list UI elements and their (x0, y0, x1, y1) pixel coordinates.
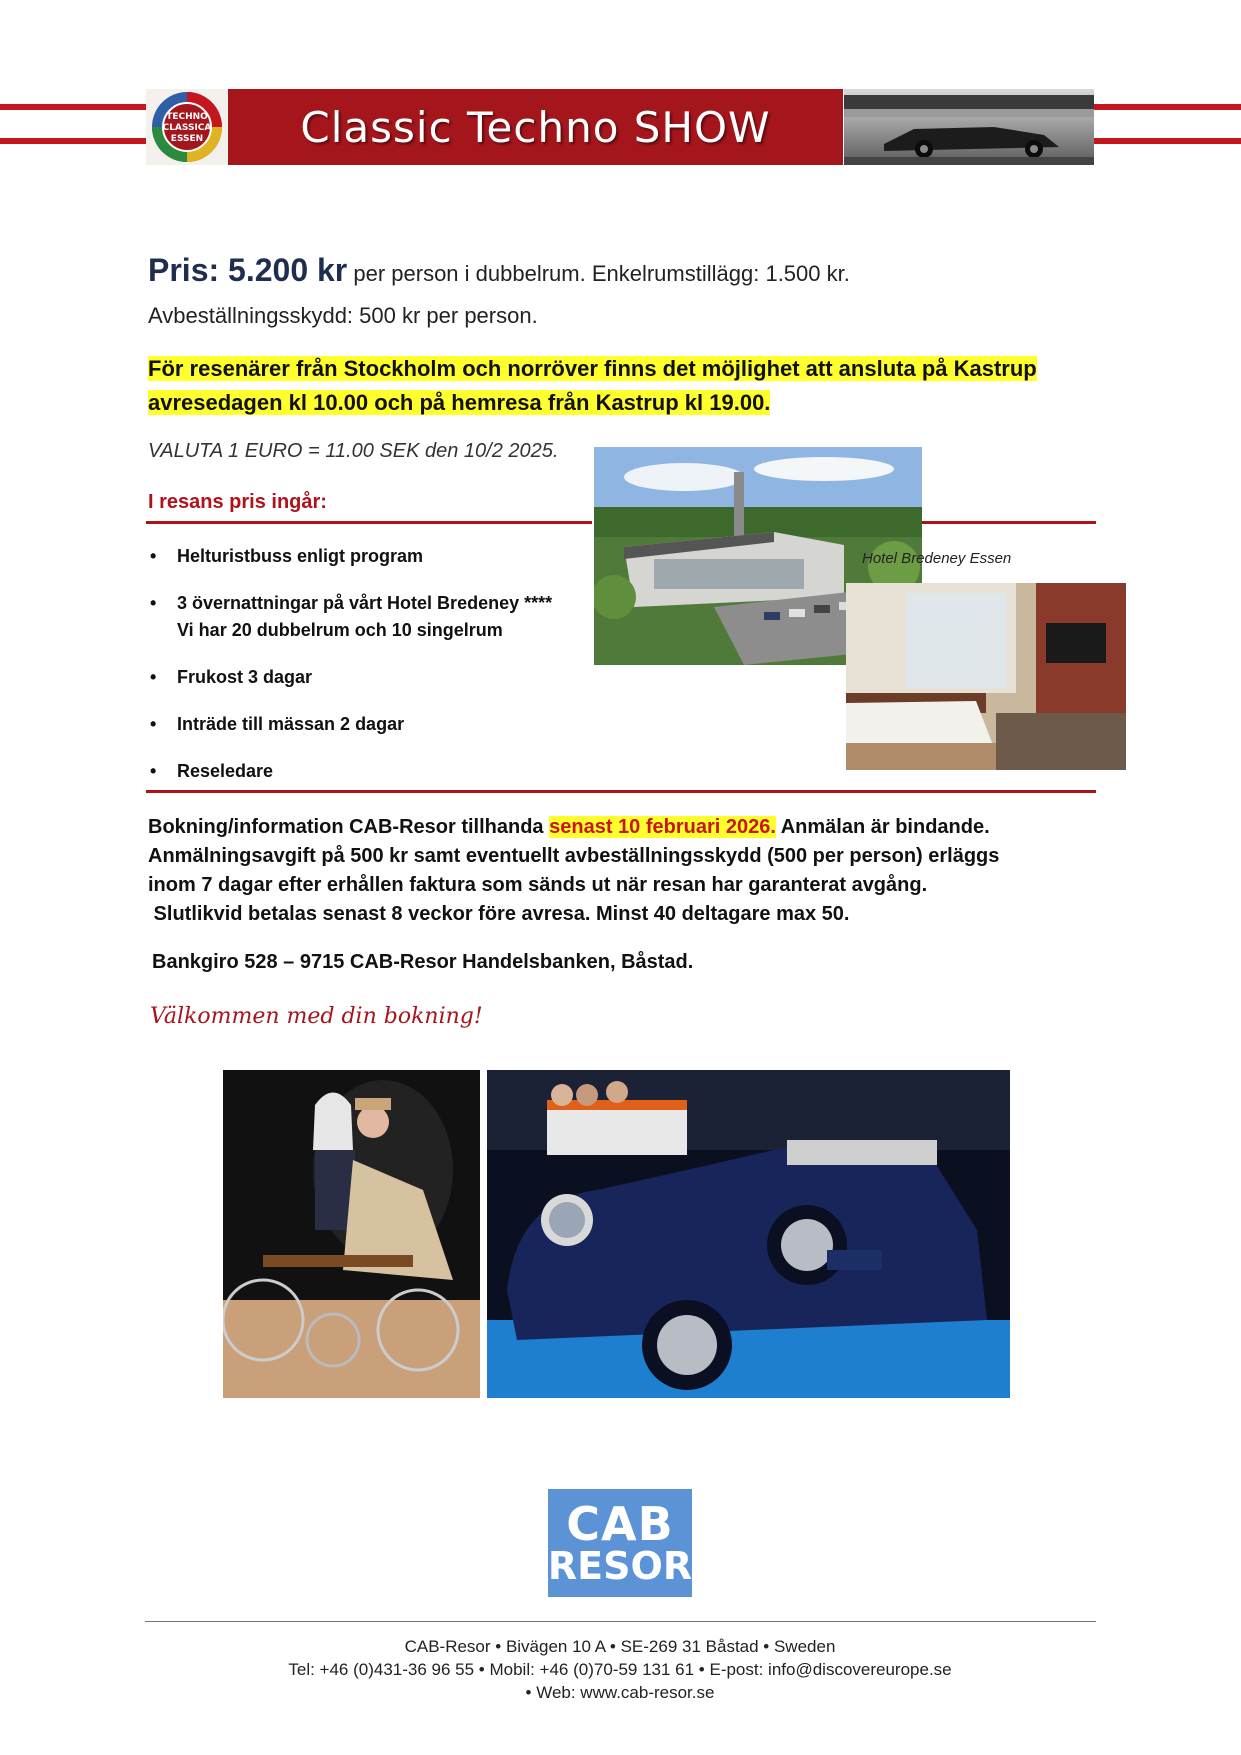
tricycle-photo (223, 1070, 480, 1398)
race-car-photo (844, 89, 1094, 165)
logo-line-2: RESOR (547, 1544, 693, 1588)
booking-fee-text: Anmälningsavgift på 500 kr samt eventuellt avbeställningsskydd (500 per person) erläggs (148, 845, 1000, 867)
list-item-text: Frukost 3 dagar (177, 667, 313, 687)
price-details: per person i dubbelrum. Enkelrumstillägg: 1.500 kr. (347, 261, 850, 286)
logo-line-1: CAB (566, 1497, 674, 1551)
banner-title-panel (228, 89, 843, 165)
list-item-subtext: Vi har 20 dubbelrum och 10 singelrum (177, 620, 503, 640)
bullet: • (150, 761, 157, 781)
list-item (148, 664, 598, 691)
list-item (148, 711, 598, 738)
cancellation-protection-text: Avbeställningsskydd: 500 kr per person. (148, 303, 538, 328)
page-title: Classic Techno SHOW (300, 102, 771, 152)
bullet: • (150, 546, 157, 566)
bankgiro-info: Bankgiro 528 – 9715 CAB-Resor Handelsbanken, Båstad. (152, 951, 694, 973)
banner-stripe-right-top (1094, 104, 1241, 110)
vintage-car-photo (487, 1070, 1010, 1398)
booking-text-a: Bokning/information CAB-Resor tillhanda (148, 816, 550, 838)
banner-stripe-left-top (0, 104, 146, 110)
included-list (148, 543, 598, 785)
footer-divider (145, 1621, 1096, 1622)
price-amount: Pris: 5.200 kr (148, 252, 348, 288)
included-rule-right (922, 521, 1096, 524)
booking-invoice-text: inom 7 dagar efter erhållen faktura som sänds ut när resan har garanterat avgång. (148, 874, 928, 896)
footer-address: CAB-Resor • Bivägen 10 A • SE-269 31 Båstad • Sweden (404, 1637, 836, 1656)
banner-stripe-left-bottom (0, 138, 146, 144)
included-rule-left (146, 521, 592, 524)
included-rule-bottom (146, 790, 1096, 793)
included-heading: I resans pris ingår: (148, 491, 327, 513)
welcome-text: Välkommen med din bokning! (150, 1004, 483, 1029)
notice-line-2: avresedagen kl 10.00 och på hemresa från Kastrup kl 19.00. (148, 390, 771, 415)
seal-text-1: TECHNO (166, 112, 208, 122)
cab-resor-logo (548, 1489, 692, 1597)
footer-contact: Tel: +46 (0)431-36 96 55 • Mobil: +46 (0)70-59 131 61 • E-post: info@discovereurope.se (288, 1660, 952, 1679)
price-line (148, 252, 850, 289)
hotel-caption: Hotel Bredeney Essen (862, 550, 1012, 567)
list-item-text: Reseledare (177, 761, 274, 781)
seal-text-3: ESSEN (170, 134, 204, 144)
banner-stripe-right-bottom (1094, 138, 1241, 144)
bullet: • (150, 714, 157, 734)
booking-info (148, 813, 1108, 929)
notice-line-1: För resenärer från Stockholm och norröver finns det möjlighet att ansluta på Kastrup (148, 356, 1037, 381)
booking-deadline: senast 10 februari 2026. (549, 816, 776, 838)
booking-text-b: Anmälan är bindande. (775, 816, 990, 838)
list-item-text: Helturistbuss enligt program (177, 546, 424, 566)
booking-final-payment-text: Slutlikvid betalas senast 8 veckor före avresa. Minst 40 deltagare max 50. (148, 903, 850, 925)
currency-rate: VALUTA 1 EURO = 11.00 SEK den 10/2 2025. (148, 440, 559, 462)
list-item (148, 590, 598, 644)
bullet: • (150, 593, 157, 613)
hotel-room-photo (846, 583, 1126, 770)
list-item (148, 758, 598, 785)
list-item-text: Inträde till mässan 2 dagar (177, 714, 405, 734)
seal-text-2: CLASSICA (162, 123, 212, 133)
list-item-text: 3 övernattningar på vårt Hotel Bredeney **** (177, 593, 553, 613)
list-item (148, 543, 598, 570)
bullet: • (150, 667, 157, 687)
techno-classica-seal-logo (146, 89, 228, 165)
stockholm-notice (148, 352, 1098, 420)
footer-web: • Web: www.cab-resor.se (525, 1683, 715, 1702)
